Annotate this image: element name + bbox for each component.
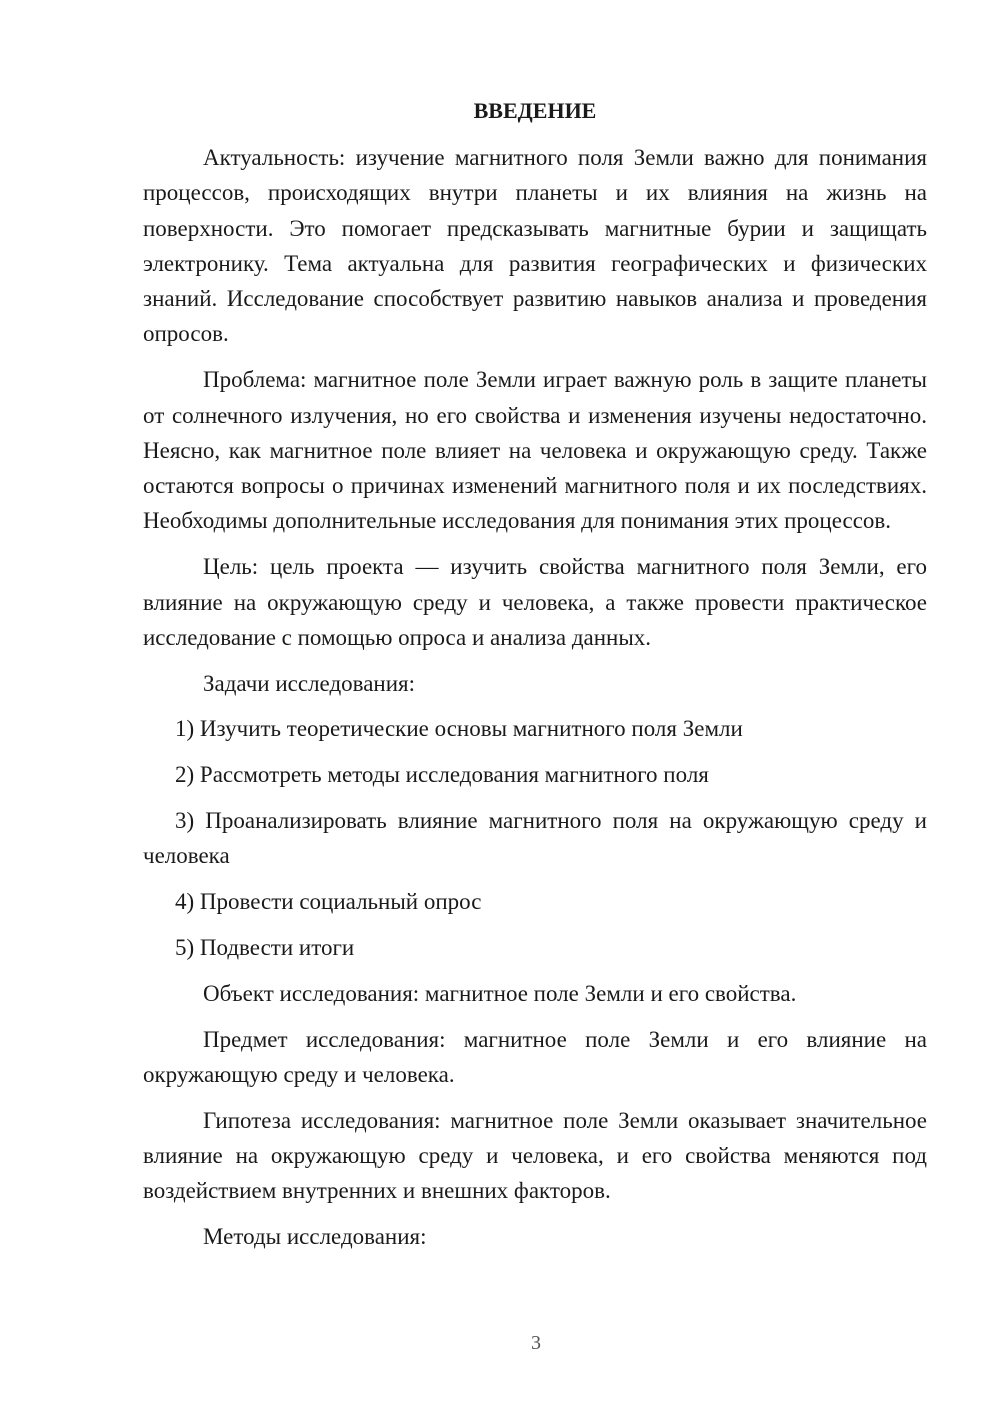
task-item-1: 1) Изучить теоретические основы магнитного поля Земли: [175, 716, 743, 742]
relevance-paragraph: Актуальность: изучение магнитного поля Земли важно для понимания процессов, происходящих внутри планеты и их влияния на жизнь на поверхности. Это помогает предсказывать магнитные бурии и защищать электронику. Тема актуальна для развития географических и физических знаний. Исследование способствует развитию навыков анализа и проведения опросов.: [143, 145, 927, 347]
subject-paragraph: Предмет исследования: магнитное поле Земли и его влияние на окружающую среду и человека.: [143, 1026, 927, 1087]
problem-paragraph: Проблема: магнитное поле Земли играет важную роль в защите планеты от солнечного излучения, но его свойства и изменения изучены недостаточно. Неясно, как магнитное поле влияет на человека и окружающую среду. Также остаются вопросы о причинах изменений магнитного поля и их последствиях. Необходимы дополнительные исследования для понимания этих процессов.: [143, 367, 927, 534]
hypothesis-paragraph: Гипотеза исследования: магнитное поле Земли оказывает значительное влияние на окружающую среду и человека, и его свойства меняются под воздействием внутренних и внешних факторов.: [143, 1107, 927, 1204]
task-item-4: 4) Провести социальный опрос: [175, 889, 482, 915]
object-paragraph: Объект исследования: магнитное поле Земли и его свойства.: [203, 980, 797, 1006]
page-content: [143, 93, 927, 1265]
goal-paragraph: Цель: цель проекта — изучить свойства магнитного поля Земли, его влияние на окружающую среду и человека, а также провести практическое исследование с помощью опроса и анализа данных.: [143, 554, 927, 650]
methods-heading: Методы исследования:: [203, 1224, 427, 1250]
task-item-5: 5) Подвести итоги: [175, 934, 355, 960]
tasks-heading: Задачи исследования:: [203, 670, 416, 696]
page-number: 3: [531, 1332, 541, 1354]
task-item-2: 2) Рассмотреть методы исследования магнитного поля: [175, 762, 709, 788]
task-item-3: 3) Проанализировать влияние магнитного поля на окружающую среду и человека: [143, 808, 927, 869]
section-title: ВВЕДЕНИЕ: [473, 98, 597, 123]
